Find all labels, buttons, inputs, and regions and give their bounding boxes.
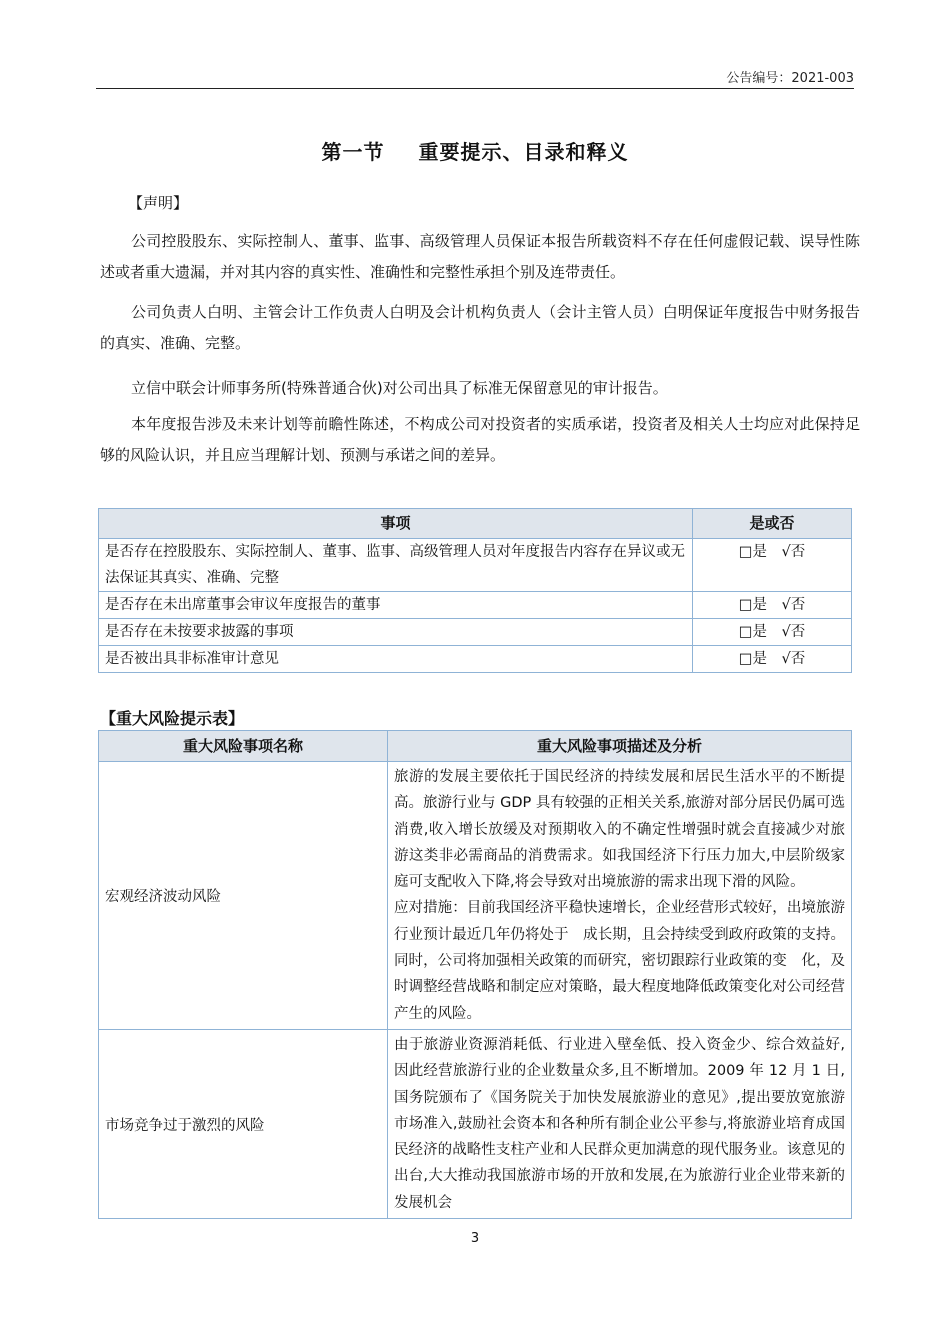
matter-item: 是否被出具非标准审计意见 (99, 646, 693, 673)
matters-table (98, 508, 852, 673)
risk-table (98, 730, 852, 1219)
risk-description (388, 1029, 852, 1218)
table-header-row (99, 731, 852, 762)
risk-table-label: 【重大风险提示表】 (100, 709, 245, 728)
declaration-paragraph-2: 公司负责人白明、主管会计工作负责人白明及会计机构负责人（会计主管人员）白明保证年度报告中财务报告的真实、准确、完整。 (100, 303, 860, 352)
declaration-paragraph-4: 本年度报告涉及未来计划等前瞻性陈述，不构成公司对投资者的实质承诺，投资者及相关人士均应对此保持足够的风险认识，并且应当理解计划、预测与承诺之间的差异。 (100, 415, 860, 464)
announcement-code: 公告编号：2021-003 (726, 71, 854, 86)
matter-item: 是否存在未出席董事会审议年度报告的董事 (99, 592, 693, 619)
table-row (99, 762, 852, 1030)
risk-name: 市场竞争过于激烈的风险 (99, 1029, 388, 1218)
risk-analysis: 由于旅游业资源消耗低、行业进入壁垒低、投入资金少、综合效益好,因此经营旅游行业的企业数量众多,且不断增加。2009 年 12 月 1 日,国务院颁布了《国务院关于加快发展旅游业的意见》,提出要放宽旅游市场准入,鼓励社会资本和各种所有制企业公平参与,将旅游业培育成国民经济的战略性支柱产业和人民群众更加满意的现代服务业。该意见的出台,大大推动我国旅游市场的开放和发展,在为旅游行业企业带来新的发展机会 (394, 1036, 845, 1211)
risk-countermeasure: 应对措施：目前我国经济平稳快速增长，企业经营形式较好，出境旅游行业预计最近几年仍将处于 成长期，且会持续受到政府政策的支持。同时，公司将加强相关政策的而研究，密切跟踪行业政策的变 化，及时调整经营战略和制定应对策略，最大程度地降低政策变化对公司经营产生的风险。 (394, 900, 845, 1022)
risk-description (388, 762, 852, 1030)
column-header-yes-no: 是或否 (693, 509, 852, 539)
table-row (99, 592, 852, 619)
table-row (99, 1029, 852, 1218)
section-title (0, 136, 950, 165)
table-row (99, 619, 852, 646)
section-heading: 重要提示、目录和释义 (418, 140, 629, 164)
matter-answer: □是 √否 (693, 592, 852, 619)
risk-name: 宏观经济波动风险 (99, 762, 388, 1030)
table-row (99, 539, 852, 592)
declaration-paragraph-1: 公司控股股东、实际控制人、董事、监事、高级管理人员保证本报告所载资料不存在任何虚假记载、误导性陈述或者重大遗漏，并对其内容的真实性、准确性和完整性承担个别及连带责任。 (100, 232, 860, 281)
table-header-row (99, 509, 852, 539)
column-header-risk-desc: 重大风险事项描述及分析 (388, 731, 852, 762)
matter-item: 是否存在控股股东、实际控制人、董事、监事、高级管理人员对年度报告内容存在异议或无法保证其真实、准确、完整 (99, 539, 693, 592)
declaration-label: 【声明】 (128, 194, 189, 212)
column-header-risk-name: 重大风险事项名称 (99, 731, 388, 762)
page-number: 3 (470, 1231, 480, 1246)
column-header-item: 事项 (99, 509, 693, 539)
header-divider (96, 88, 854, 89)
matter-answer: □是 √否 (693, 619, 852, 646)
matter-answer: □是 √否 (693, 646, 852, 673)
risk-analysis: 旅游的发展主要依托于国民经济的持续发展和居民生活水平的不断提高。旅游行业与 GDP 具有较强的正相关关系,旅游对部分居民仍属可选消费,收入增长放缓及对预期收入的不确定性增强时就会直接减少对旅游这类非必需商品的消费需求。如我国经济下行压力加大,中层阶级家庭可支配收入下降,将会导致对出境旅游的需求出现下滑的风险。 (394, 769, 845, 891)
declaration-paragraph-3: 立信中联会计师事务所(特殊普通合伙)对公司出具了标准无保留意见的审计报告。 (131, 379, 668, 397)
matter-item: 是否存在未按要求披露的事项 (99, 619, 693, 646)
matter-answer: □是 √否 (693, 539, 852, 592)
table-row (99, 646, 852, 673)
section-number: 第一节 (321, 140, 385, 164)
